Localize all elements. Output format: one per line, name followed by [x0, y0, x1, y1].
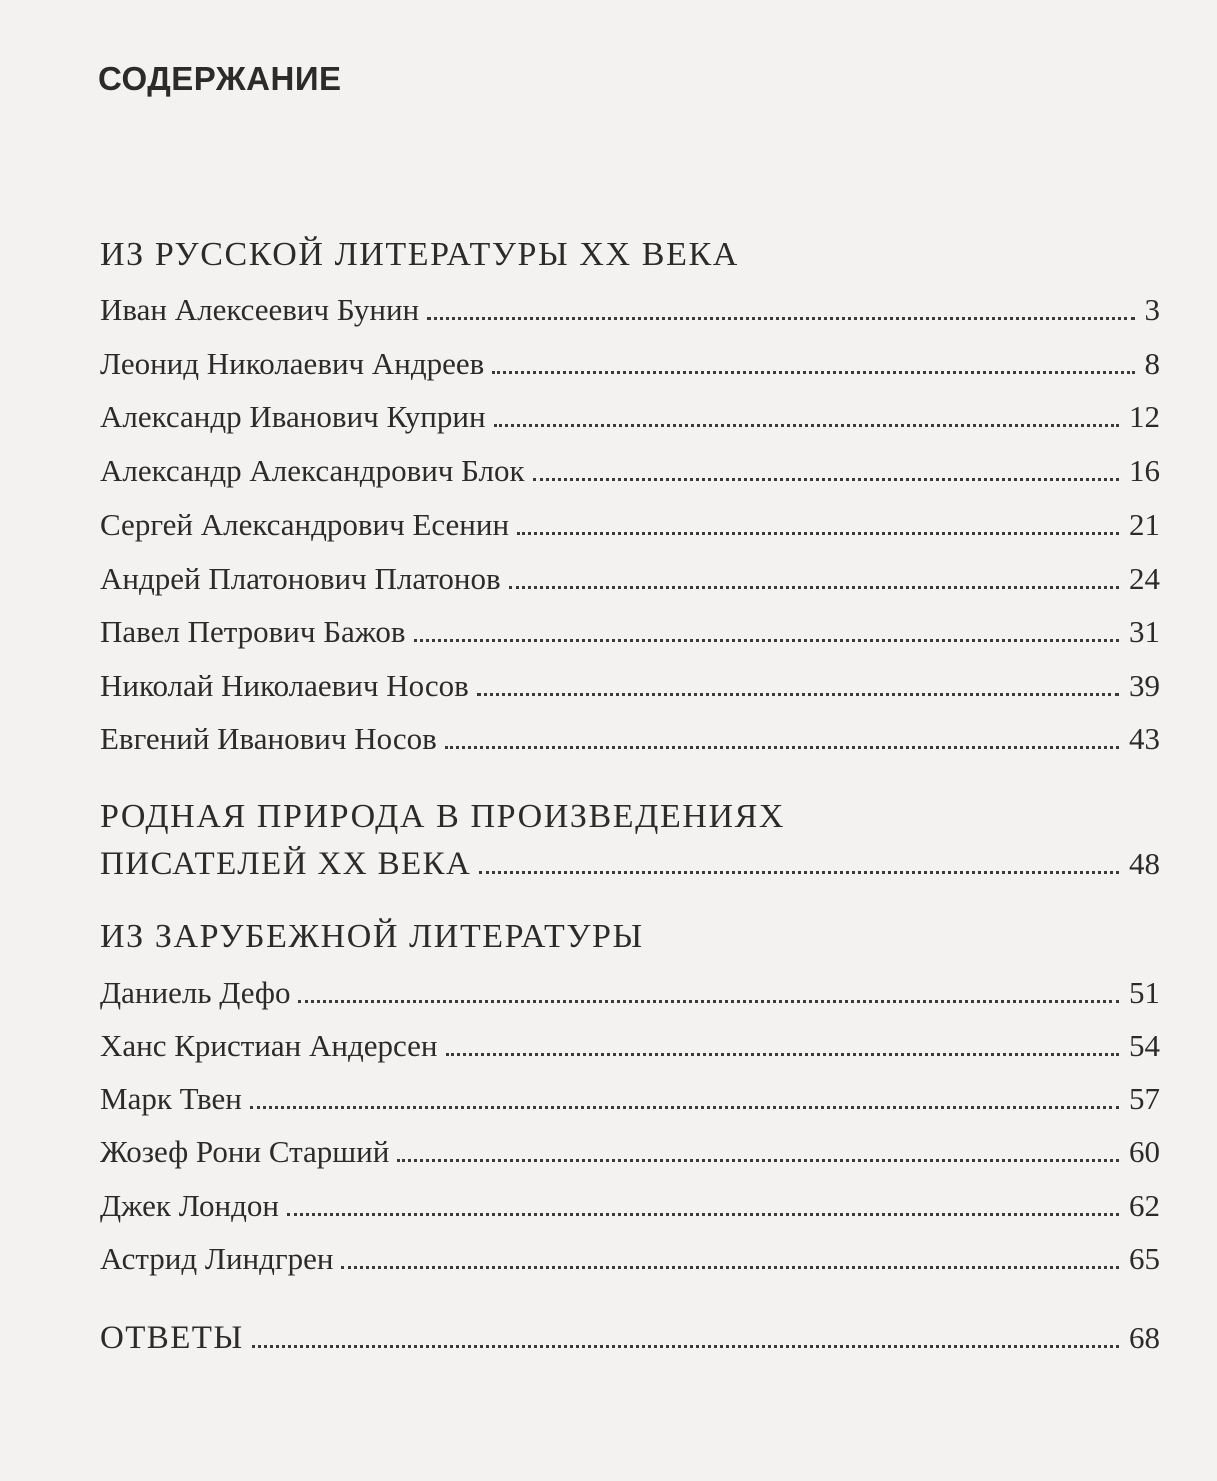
- toc-entry-page: 48: [1129, 846, 1160, 881]
- dot-leader: [533, 478, 1119, 481]
- toc-entry[interactable]: [100, 1241, 1160, 1281]
- toc-entry[interactable]: [100, 1028, 1160, 1068]
- toc-entry[interactable]: [100, 1134, 1160, 1174]
- dot-leader: [446, 1053, 1119, 1056]
- toc-entry-page: 24: [1129, 561, 1160, 596]
- dot-leader: [492, 371, 1134, 374]
- toc-entry[interactable]: [100, 668, 1160, 708]
- dot-leader: [414, 639, 1119, 642]
- toc-entry[interactable]: [100, 721, 1160, 761]
- toc-entry[interactable]: [100, 1188, 1160, 1228]
- toc-entry-page: 57: [1129, 1081, 1160, 1116]
- dot-leader: [477, 693, 1119, 696]
- dot-leader: [509, 586, 1119, 589]
- toc-entry-page: 51: [1129, 975, 1160, 1010]
- section-heading-foreign-literature: ИЗ ЗАРУБЕЖНОЙ ЛИТЕРАТУРЫ: [100, 918, 644, 955]
- toc-entry-label: Джек Лондон: [100, 1188, 279, 1223]
- toc-entry[interactable]: [100, 975, 1160, 1015]
- toc-entry-page: 65: [1129, 1241, 1160, 1276]
- toc-entry-page: 16: [1129, 453, 1160, 488]
- dot-leader: [341, 1266, 1119, 1269]
- dot-leader: [494, 424, 1119, 427]
- dot-leader: [427, 317, 1134, 320]
- toc-entry-label: Марк Твен: [100, 1081, 242, 1116]
- toc-entry-page: 31: [1129, 614, 1160, 649]
- toc-entry[interactable]: [100, 561, 1160, 601]
- dot-leader: [479, 871, 1119, 874]
- toc-entry[interactable]: [100, 453, 1160, 493]
- toc-entry-label: Андрей Платонович Платонов: [100, 561, 501, 596]
- toc-entry[interactable]: [100, 614, 1160, 654]
- toc-entry-label: ПИСАТЕЛЕЙ XX ВЕКА: [100, 846, 472, 882]
- toc-entry[interactable]: [100, 399, 1160, 439]
- toc-entry-label: ОТВЕТЫ: [100, 1320, 244, 1356]
- toc-entry-label: Александр Александрович Блок: [100, 453, 525, 488]
- toc-entry-page: 21: [1129, 507, 1160, 542]
- toc-entry-page: 62: [1129, 1188, 1160, 1223]
- toc-entry-label: Ханс Кристиан Андерсен: [100, 1028, 438, 1063]
- toc-entry-label: Сергей Александрович Есенин: [100, 507, 510, 542]
- section-heading-native-nature: РОДНАЯ ПРИРОДА В ПРОИЗВЕДЕНИЯХ: [100, 798, 786, 835]
- toc-entry[interactable]: [100, 507, 1160, 547]
- toc-entry-label: Евгений Иванович Носов: [100, 721, 437, 756]
- dot-leader: [517, 532, 1119, 535]
- toc-entry-label: Александр Иванович Куприн: [100, 399, 486, 434]
- toc-entry-label: Иван Алексеевич Бунин: [100, 292, 420, 327]
- dot-leader: [250, 1106, 1119, 1109]
- dot-leader: [397, 1159, 1119, 1162]
- toc-entry[interactable]: [100, 1081, 1160, 1121]
- toc-entry-page: 54: [1129, 1028, 1160, 1063]
- toc-entry-page: 39: [1129, 668, 1160, 703]
- toc-entry-label: Жозеф Рони Старший: [100, 1134, 390, 1169]
- toc-entry-page: 12: [1129, 399, 1160, 434]
- toc-entry[interactable]: [100, 292, 1160, 332]
- toc-entry-label: Астрид Линдгрен: [100, 1241, 334, 1276]
- toc-entry-page: 8: [1144, 346, 1160, 381]
- section-heading-russian-literature: ИЗ РУССКОЙ ЛИТЕРАТУРЫ XX ВЕКА: [100, 236, 739, 273]
- toc-entry-page: 43: [1129, 721, 1160, 756]
- toc-entry[interactable]: [100, 846, 1160, 886]
- dot-leader: [298, 1000, 1119, 1003]
- dot-leader: [445, 746, 1119, 749]
- toc-entry-page: 68: [1129, 1320, 1160, 1355]
- toc-entry-label: Николай Николаевич Носов: [100, 668, 469, 703]
- toc-entry-label: Даниель Дефо: [100, 975, 291, 1010]
- page-title: СОДЕРЖАНИЕ: [98, 60, 342, 97]
- dot-leader: [287, 1213, 1119, 1216]
- toc-entry-page: 3: [1144, 292, 1160, 327]
- toc-entry-label: Леонид Николаевич Андреев: [100, 346, 485, 381]
- toc-entry-label: Павел Петрович Бажов: [100, 614, 406, 649]
- toc-entry-page: 60: [1129, 1134, 1160, 1169]
- toc-entry-answers[interactable]: [100, 1320, 1160, 1360]
- toc-entry[interactable]: [100, 346, 1160, 386]
- dot-leader: [252, 1345, 1120, 1348]
